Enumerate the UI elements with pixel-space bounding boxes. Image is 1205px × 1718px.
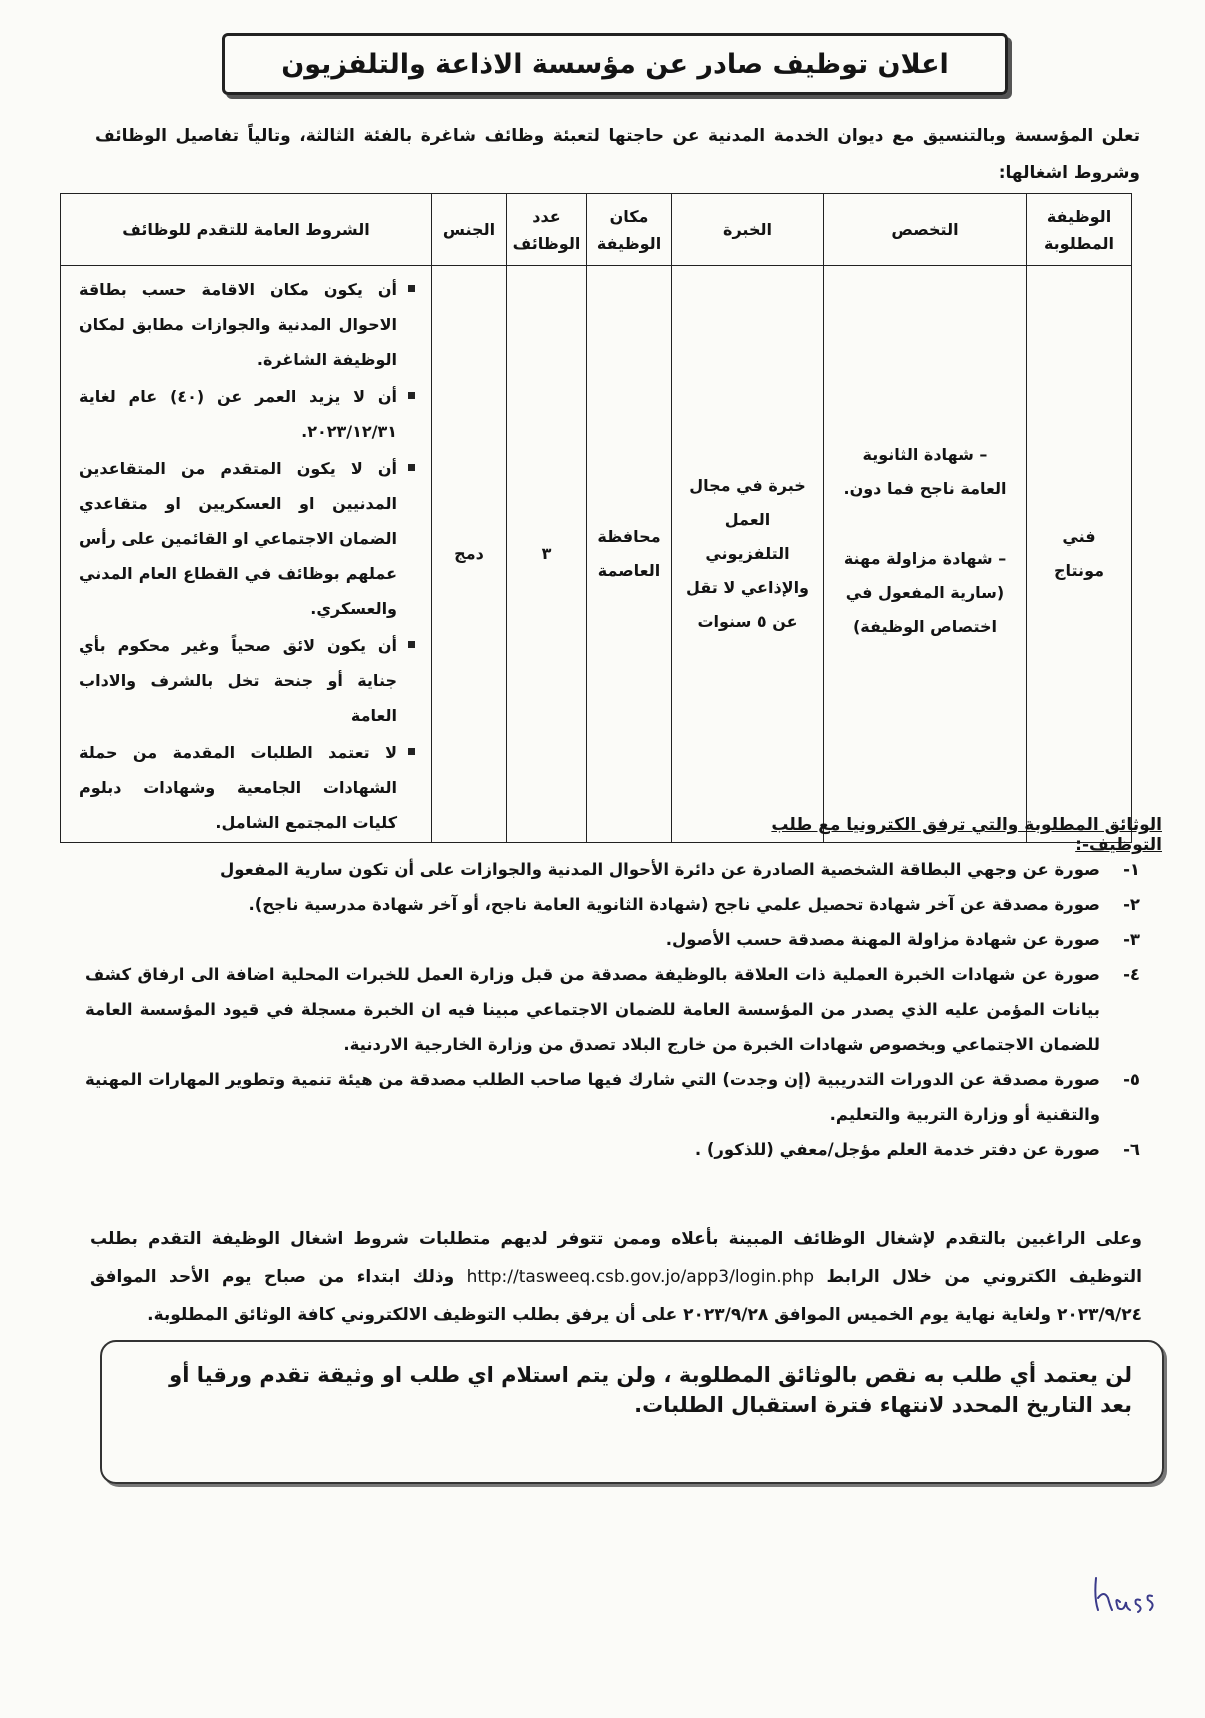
list-item — [85, 922, 1140, 957]
documents-heading: الوثائق المطلوبة والتي ترفق الكترونيا مع طلب التوظيف-: — [771, 815, 1162, 855]
cell-location — [587, 266, 672, 843]
table-header-row — [61, 194, 1132, 266]
item-number: ٣- — [1123, 930, 1140, 949]
location-text: محافظة العاصمة — [597, 527, 661, 580]
list-item — [85, 852, 1140, 887]
list-item: أن يكون مكان الاقامة حسب بطاقة الاحوال المدنية والجوازات مطابق لمكان الوظيفة الشاغرة. — [79, 272, 417, 377]
application-link[interactable]: http://tasweeq.csb.gov.jo/app3/login.php — [466, 1267, 814, 1287]
specialty-item: – شهادة الثانوية العامة ناجح فما دون. — [843, 445, 1007, 498]
item-text: صورة عن شهادات الخبرة العملية ذات العلاقة بالوظيفة مصدقة من قبل وزارة العمل للخبرات المحلية اضافة الى ارفاق كشف بيانات المؤمن عليه الذي يصدر من المؤسسة العامة للضمان الاجتماعي مبينا فيه ان الخبرة مسجلة في قيود المؤسسة العامة للضمان الاجتماعي وبخصوص شهادات الخبرة من خارج البلاد تصدق من وزارة الخارجية الاردنية. — [85, 965, 1100, 1054]
item-text: صورة عن شهادة مزاولة المهنة مصدقة حسب الأصول. — [665, 930, 1100, 949]
list-item: لا تعتمد الطلبات المقدمة من حملة الشهادات الجامعية وشهادات دبلوم كليات المجتمع الشامل. — [79, 735, 417, 840]
item-text: صورة عن وجهي البطاقة الشخصية الصادرة عن دائرة الأحوال المدنية والجوازات على أن تكون سارية المفعول — [219, 860, 1100, 879]
list-item — [85, 1062, 1140, 1132]
header-specialty: التخصص — [824, 194, 1027, 266]
item-number: ٢- — [1123, 895, 1140, 914]
notice-box — [100, 1340, 1164, 1484]
header-job: الوظيفة المطلوبة — [1027, 194, 1132, 266]
item-number: ١- — [1123, 860, 1140, 879]
job-title: فني مونتاج — [1053, 527, 1104, 580]
notice-text: لن يعتمد أي طلب به نقص بالوثائق المطلوبة ، ولن يتم استلام اي طلب او وثيقة تقدم ورقيا أو بعد التاريخ المحدد لانتهاء فترة استقبال الطلبات. — [169, 1363, 1132, 1417]
list-item: أن لا يكون المتقدم من المتقاعدين المدنيين او العسكريين او متقاعدي الضمان الاجتماعي او القائمين على رأس عملهم بوظائف في القطاع العام المدني والعسكري. — [79, 451, 417, 626]
cell-gender: دمج — [432, 266, 507, 843]
list-item: أن لا يزيد العمر عن (٤٠) عام لغاية ٢٠٢٣/١٢/٣١. — [79, 379, 417, 449]
specialty-item: – شهادة مزاولة مهنة (سارية المفعول في اختصاص الوظيفة) — [843, 549, 1007, 636]
documents-list — [85, 852, 1140, 1167]
list-item — [85, 887, 1140, 922]
item-text: صورة مصدقة عن الدورات التدريبية (إن وجدت) التي شارك فيها صاحب الطلب مصدقة من هيئة تنمية وتطوير المهارات المهنية والتقنية أو وزارة التربية والتعليم. — [85, 1070, 1100, 1124]
item-number: ٤- — [1123, 965, 1140, 984]
cell-job — [1027, 266, 1132, 843]
title-box — [222, 33, 1008, 95]
intro-paragraph: تعلن المؤسسة وبالتنسيق مع ديوان الخدمة المدنية عن حاجتها لتعبئة وظائف شاغرة بالفئة الثالثة، وتالياً تفاصيل الوظائف وشروط اشغالها: — [95, 126, 1140, 183]
closing-text-2: وذلك ابتداء من صباح يوم الأحد الموافق ٢٠٢٣/٩/٢٤ ولغاية نهاية يوم الخميس الموافق ٢٠٢٣/٩/٢٨ على أن يرفق بطلب التوظيف الالكتروني كافة الوثائق المطلوبة. — [90, 1267, 1142, 1325]
header-conditions: الشروط العامة للتقدم للوظائف — [61, 194, 432, 266]
header-experience: الخبرة — [672, 194, 824, 266]
list-item: أن يكون لائق صحياً وغير محكوم بأي جناية أو جنحة تخل بالشرف والاداب العامة — [79, 628, 417, 733]
page-title: اعلان توظيف صادر عن مؤسسة الاذاعة والتلفزيون — [281, 48, 949, 80]
experience-text: خبرة في مجال العمل التلفزيوني والإذاعي لا تقل عن ٥ سنوات — [685, 476, 809, 631]
conditions-list — [79, 272, 417, 840]
item-text: صورة عن دفتر خدمة العلم مؤجل/معفي (للذكور) . — [694, 1140, 1100, 1159]
jobs-table — [60, 193, 1132, 843]
header-gender: الجنس — [432, 194, 507, 266]
item-number: ٥- — [1123, 1070, 1140, 1089]
cell-specialty — [824, 266, 1027, 843]
closing-paragraph — [90, 1220, 1142, 1334]
cell-count: ٣ — [507, 266, 587, 843]
item-text: صورة مصدقة عن آخر شهادة تحصيل علمي ناجح (شهادة الثانوية العامة ناجح، أو آخر شهادة مدرسية ناجح). — [248, 895, 1100, 914]
list-item — [85, 957, 1140, 1062]
closing-text-1: وعلى الراغبين بالتقدم لإشغال الوظائف المبينة بأعلاه وممن تتوفر لديهم متطلبات شروط اشغال الوظيفة التقدم بطلب التوظيف الكتروني من خلال الرابط — [90, 1229, 1143, 1287]
header-count: عدد الوظائف — [507, 194, 587, 266]
handwritten-initials — [1090, 1568, 1170, 1618]
header-location: مكان الوظيفة — [587, 194, 672, 266]
table-row — [61, 266, 1132, 843]
list-item — [85, 1132, 1140, 1167]
cell-conditions — [61, 266, 432, 843]
cell-experience — [672, 266, 824, 843]
item-number: ٦- — [1123, 1140, 1140, 1159]
